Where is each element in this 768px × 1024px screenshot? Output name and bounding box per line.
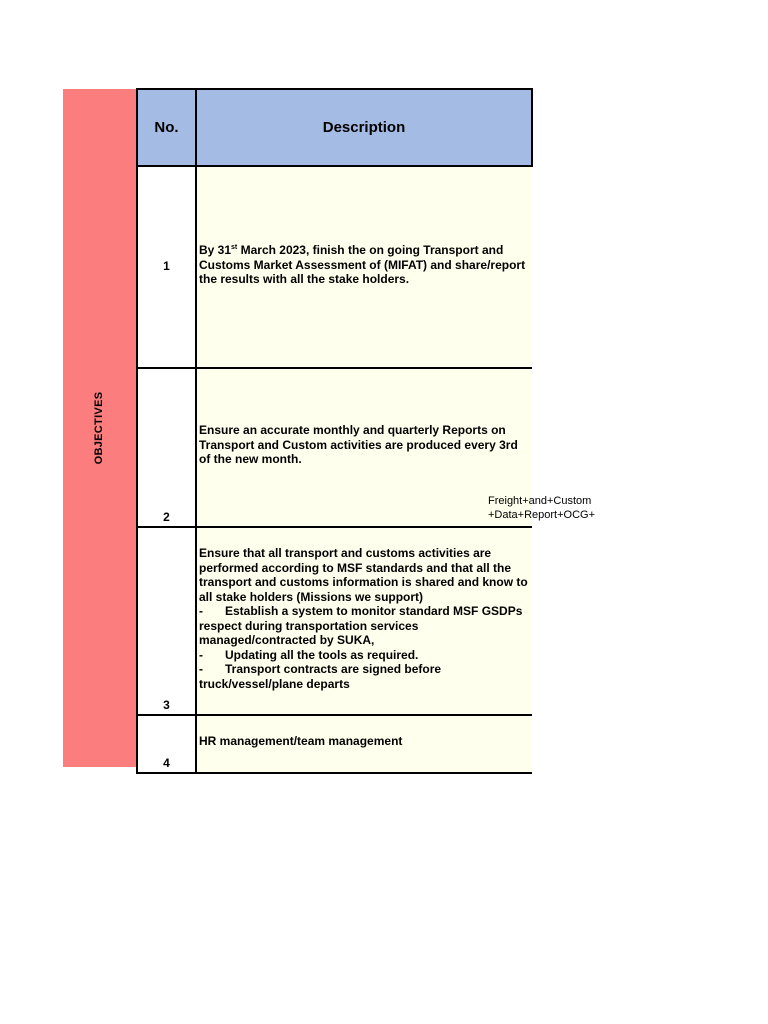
table-row [137, 527, 532, 715]
row-description: HR management/team management [196, 715, 532, 773]
objectives-table [136, 88, 533, 774]
bullet-item: - Updating all the tools as required. [199, 647, 419, 662]
bullet-item: - Establish a system to monitor standard MSF GSDPs [199, 604, 523, 618]
row-number: 4 [137, 715, 196, 773]
row-description: Ensure that all transport and customs activities are performed according to MSF standards and that all the transport and customs information is shared and know to all stake holders (Missions we support) - Establish a system to monitor standard MSF GSDPs respect during transportation services managed/contracted by SUKA, - Updating all the tools as required. - Transport contracts are signed before truck/vessel/plane departs [196, 527, 532, 715]
row-number: 1 [137, 166, 196, 368]
header-row [137, 89, 532, 166]
row-description: Ensure an accurate monthly and quarterly Reports on Transport and Custom activities are produced every 3rd of the new month. [196, 368, 532, 527]
table-row [137, 166, 532, 368]
header-no: No. [137, 89, 196, 166]
header-description: Description [196, 89, 532, 166]
table-row [137, 715, 532, 773]
table-row [137, 368, 532, 527]
row-number: 3 [137, 527, 196, 715]
bullet-item: - Transport contracts are signed before [199, 662, 442, 676]
overflow-cell-text: Freight+and+Custom +Data+Report+OCG+ [488, 495, 596, 521]
row-description: By 31st March 2023, finish the on going Transport and Customs Market Assessment of (MIFAT) and share/report the results with all the stake holders. [196, 166, 532, 368]
row-number: 2 [137, 368, 196, 527]
objectives-label: OBJECTIVES [93, 391, 105, 465]
